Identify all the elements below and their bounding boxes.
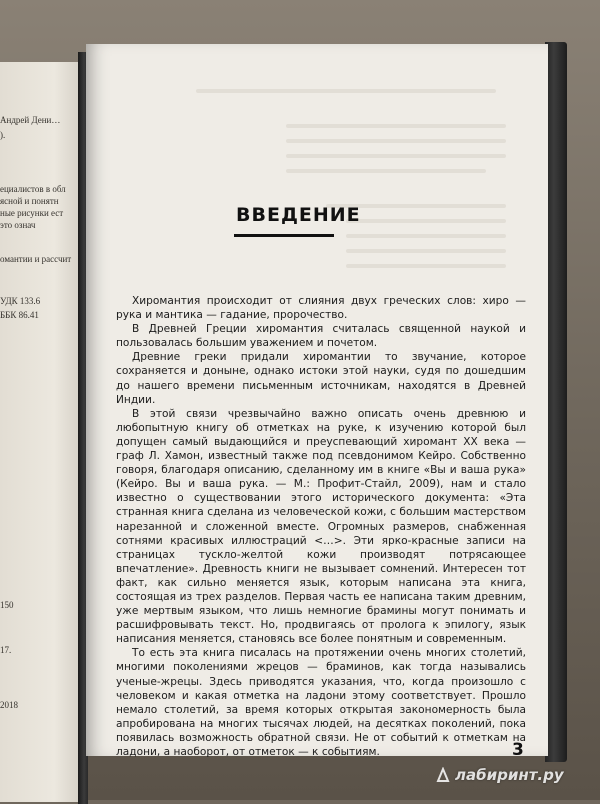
left-page-text-fragment: омантии и рассчит xyxy=(0,254,72,264)
right-page xyxy=(86,44,548,760)
body-text xyxy=(116,294,526,759)
paragraph: Хиромантия происходит от слияния двух греческих слов: хиро — рука и мантика — гадание, пророчество. xyxy=(116,295,526,322)
paragraph: То есть эта книга писалась на протяжении очень многих столетий, многими поколениями жрецов — браминов, как тогда назывались ученые-жрецы. Здесь приводятся указания, что, когда произошло с человеком и какая отметка на ладони этому соответствует. Прошло немало столетий, за время которых открытая закономерность была апробирована на многих тысячах людей, на десятках поколений, пока появилась возможность обратной связи. Не от событий к отметкам на ладони, а наоборот, от отметок — к событиям. xyxy=(116,647,526,758)
chapter-title: ВВЕДЕНИЕ xyxy=(236,204,361,226)
title-underline xyxy=(234,234,334,237)
bleed-through-line xyxy=(346,219,506,223)
page-number: 3 xyxy=(512,740,524,760)
bleed-through-line xyxy=(286,124,506,128)
bleed-through-line xyxy=(346,264,506,268)
bleed-through-line xyxy=(286,154,506,158)
watermark: лабиринт.ру xyxy=(455,766,564,784)
left-page-text-fragment: ясной и понятн xyxy=(0,196,59,206)
left-page-text-fragment: ББК 86.41 xyxy=(0,310,39,320)
bleed-through-line xyxy=(286,139,506,143)
left-page-text-fragment: 17. xyxy=(0,645,12,655)
book-cover-edge xyxy=(545,42,567,762)
labirint-logo-icon xyxy=(436,767,450,783)
left-page-text-fragment: 150 xyxy=(0,600,14,610)
paragraph: В Древней Греции хиромантия считалась священной наукой и пользовалась большим уважением и почетом. xyxy=(116,323,526,350)
left-page-text-fragment: ). xyxy=(0,130,6,140)
left-page-text-fragment: 2018 xyxy=(0,700,18,710)
left-page-text-fragment: Андрей Дени… xyxy=(0,115,61,125)
paragraph: Древние греки придали хиромантии то звучание, которое сохраняется и доныне, однако истоки этой науки, судя по дошедшим до нашего времени письменным источникам, находятся в Древней Индии. xyxy=(116,351,526,406)
bleed-through-line xyxy=(286,169,486,173)
bleed-through-line xyxy=(196,89,496,93)
left-page-text-fragment: УДК 133.6 xyxy=(0,296,41,306)
bleed-through-line xyxy=(346,234,506,238)
left-page-text-fragment: ные рисунки ест xyxy=(0,208,64,218)
paragraph: В этой связи чрезвычайно важно описать очень древнюю и любопытную книгу об отметках на руке, к изучению которой был допущен самый выдающийся и преуспевающий хиромант XX века — граф Л. Хамон, известный также под псевдонимом Кейро. Собственно говоря, благодаря описанию, сделанному им в книге «Вы и ваша рука» (Кейро. Вы и ваша рука. — М.: Профит-Стайл, 2009), нам и стало известно о существовании этого исторического документа: «Эта странная книга сделана из человеческой кожи, с большим мастерством нарезанной и сложенной вместе. Огромных размеров, снабженная сотнями красивых иллюстраций <…>. Эти ярко-красные записи на страницах тусклo-желтой кожи производят потрясающее впечатление». Древность книги не вызывает сомнений. Интересен тот факт, как сильно меняется язык, которым написана эта книга, состоящая из трех разделов. Первая часть ее написана таким древним, уже мертвым языком, что лишь немногие брамины могут понимать и расшифровывать текст. Но, продвигаясь от пролога к эпилогу, язык написания меняется, становясь все более понятным и современным. xyxy=(116,407,526,646)
bleed-through-line xyxy=(346,249,506,253)
left-page-text-fragment: это означ xyxy=(0,220,36,230)
left-page xyxy=(0,62,78,802)
left-page-text-fragment: ециалистов в обл xyxy=(0,184,66,194)
